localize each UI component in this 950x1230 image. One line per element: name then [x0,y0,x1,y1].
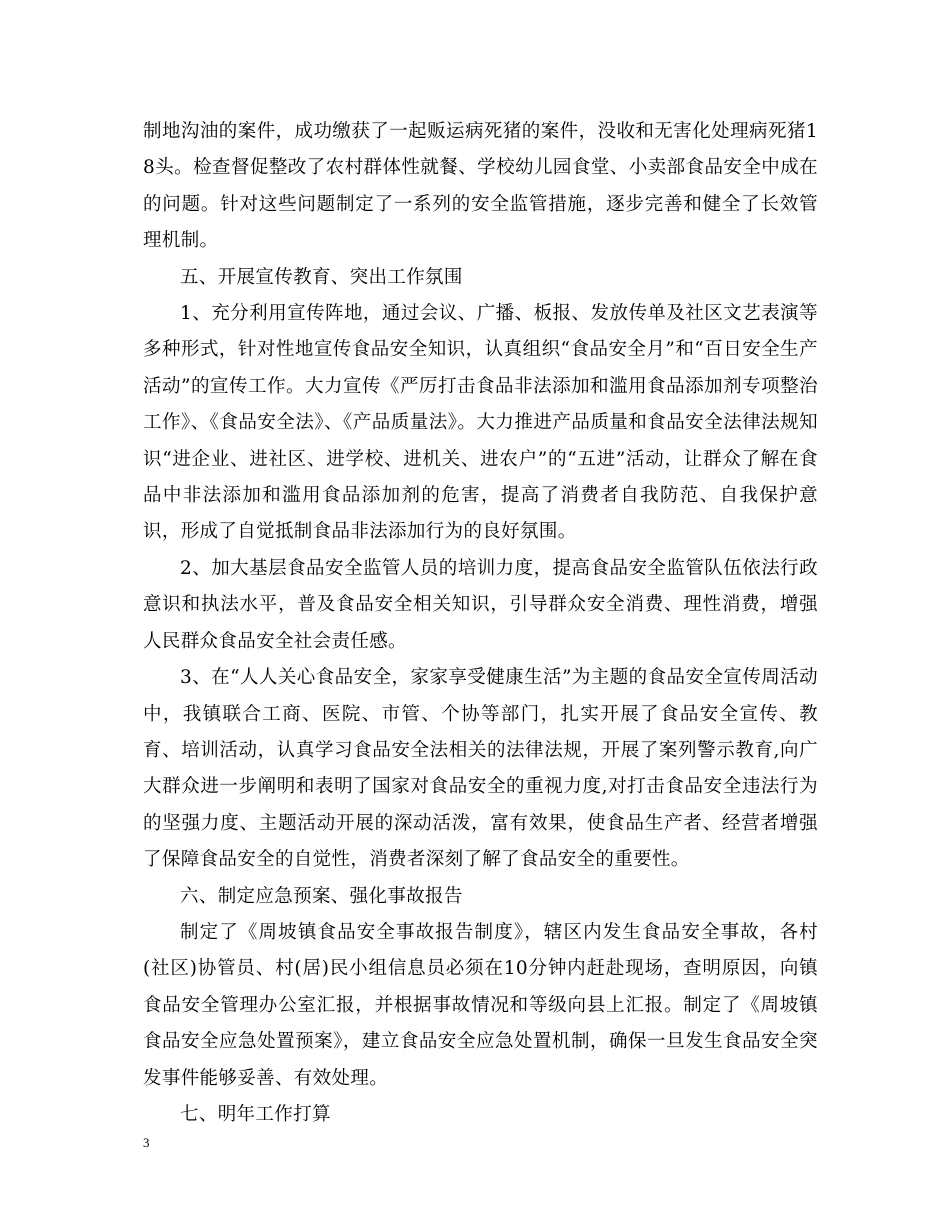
paragraph-publicity-item-2: 2、加大基层食品安全监管人员的培训力度，提高食品安全监管队伍依法行政意识和执法水平，普及食品安全相关知识，引导群众安全消费、理性消费，增强人民群众食品安全社会责任感。 [143,557,818,652]
paragraph-case-results: 制地沟油的案件，成功缴获了一起贩运病死猪的案件，没收和无害化处理病死猪18头。检查督促整改了农村群体性就餐、学校幼儿园食堂、小卖部食品安全中成在的问题。针对这些问题制定了一系列的安全监管措施，逐步完善和健全了长效管理机制。 [143,121,818,252]
paragraph-publicity-item-3: 3、在“人人关心食品安全，家家享受健康生活”为主题的食品安全宣传周活动中，我镇联合工商、医院、市管、个协等部门，扎实开展了食品安全宣传、教育、培训活动，认真学习食品安全法相关的法律法规，开展了案列警示教育,向广大群众进一步阐明和表明了国家对食品安全的重视力度,对打击食品安全违法行为的坚强力度、主题活动开展的深动活泼，富有效果，使食品生产者、经营者增强了保障食品安全的自觉性，消费者深刻了解了食品安全的重要性。 [143,667,818,871]
paragraph-publicity-item-1: 1、充分利用宣传阵地，通过会议、广播、板报、发放传单及社区文艺表演等多种形式，针对性地宣传食品安全知识，认真组织“食品安全月”和“百日安全生产活动”的宣传工作。大力宣传《严厉打击食品非法添加和滥用食品添加剂专项整治工作》、《食品安全法》、《产品质量法》。大力推进产品质量和食品安全法律法规知识“进企业、进社区、进学校、进机关、进农户”的“五进”活动，让群众了解在食品中非法添加和滥用食品添加剂的危害，提高了消费者自我防范、自我保护意识，形成了自觉抵制食品非法添加行为的良好氛围。 [143,303,818,543]
section-heading-emergency-plan: 六、制定应急预案、强化事故报告 [180,885,463,907]
document-body [143,114,818,1133]
section-heading-next-year: 七、明年工作打算 [180,1103,331,1125]
page-number: 3 [143,1135,150,1150]
paragraph-emergency-plan: 制定了《周坡镇食品安全事故报告制度》，辖区内发生食品安全事故，各村(社区)协管员、村(居)民小组信息员必须在10分钟内赶赴现场，查明原因，向镇食品安全管理办公室汇报，并根据事故情况和等级向县上汇报。制定了《周坡镇食品安全应急处置预案》，建立食品安全应急处置机制，确保一旦发生食品安全突发事件能够妥善、有效处理。 [143,921,818,1089]
section-heading-publicity: 五、开展宣传教育、突出工作氛围 [180,266,463,288]
